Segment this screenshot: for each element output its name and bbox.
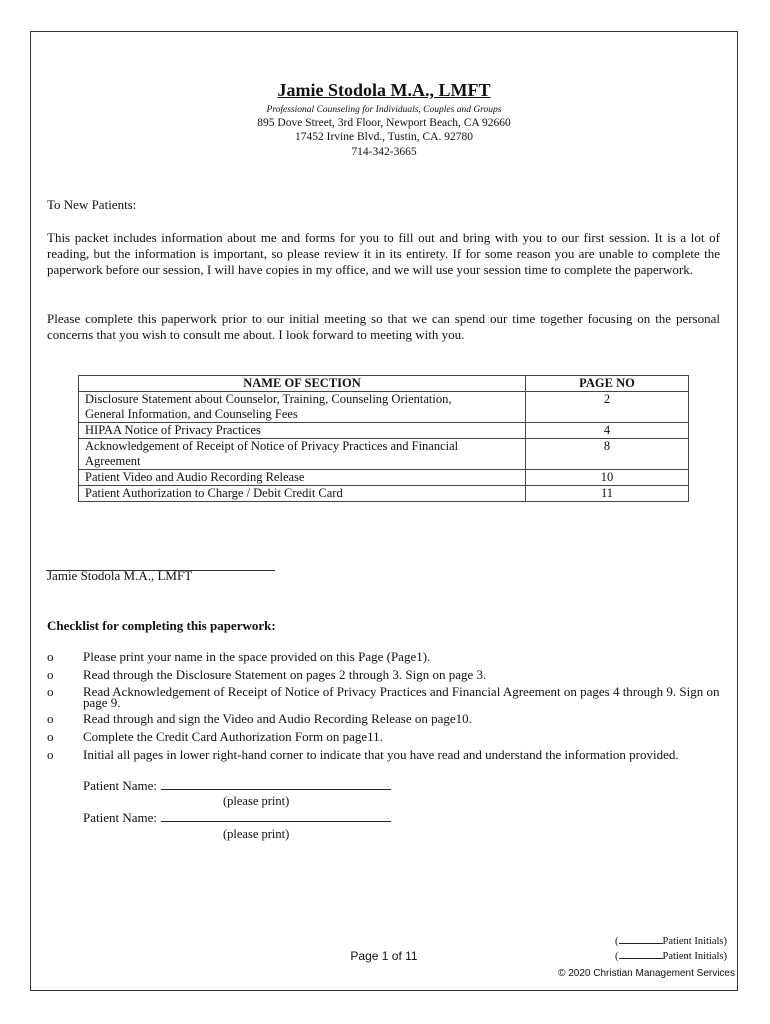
intro-paragraph-2: Please complete this paperwork prior to our initial meeting so that we can spend our time together focusing on the personal concerns that you wish to consult me about. I look forward to meeting with you. [47,311,720,342]
page-number: Page 1 of 11 [350,949,418,963]
list-item [47,650,737,664]
patient-name-label: Patient Name: [83,810,158,825]
table-header-row [79,376,689,392]
section-name: Acknowledgement of Receipt of Notice of Privacy Practices and Financial Agreement [79,439,526,470]
patient-name-input-line[interactable] [161,778,391,790]
initials-input-line[interactable] [619,934,663,944]
please-print-hint: (please print) [223,794,290,808]
section-page: 11 [526,486,689,502]
patient-name-label: Patient Name: [83,778,158,793]
column-header-section: NAME OF SECTION [79,376,526,392]
table-row [79,470,689,486]
bullet-icon: o [47,747,54,762]
list-item [47,668,737,682]
section-page: 8 [526,439,689,470]
practice-tagline: Professional Counseling for Individuals, Couples and Groups [266,105,502,115]
section-page: 4 [526,423,689,439]
checklist-item-text: Read Acknowledgement of Receipt of Notice of Privacy Practices and Financial Agreement on pages 4 through 9. Sign on page 9. [83,684,720,710]
bullet-icon: o [47,667,54,682]
patient-name-input-line[interactable] [161,810,391,822]
patient-initials-2[interactable]: ( Patient Initials) [615,951,727,962]
list-item [47,686,737,708]
patient-name-field-2[interactable] [83,809,391,827]
checklist-item-text: Complete the Credit Card Authorization Form on page11. [83,729,383,744]
bullet-icon: o [47,729,54,744]
address-newport: 895 Dove Street, 3rd Floor, Newport Beach, CA 92660 [257,117,511,129]
copyright: © 2020 Christian Management Services [558,968,735,979]
list-item [47,748,737,762]
checklist-title: Checklist for completing this paperwork: [47,618,276,633]
column-header-page: PAGE NO [526,376,689,392]
section-name: Disclosure Statement about Counselor, Training, Counseling Orientation, General Information, and Counseling Fees [79,392,526,423]
initials-label: Patient Initials) [662,951,727,962]
section-page: 10 [526,470,689,486]
signature-name: Jamie Stodola M.A., LMFT [47,568,193,583]
address-tustin: 17452 Irvine Blvd., Tustin, CA. 92780 [295,131,473,143]
list-item [47,730,737,744]
initials-label: Patient Initials) [662,936,727,947]
checklist-item-text: Read through the Disclosure Statement on pages 2 through 3. Sign on page 3. [83,667,487,682]
please-print-hint: (please print) [223,827,290,841]
patient-name-field-1[interactable] [83,777,391,795]
list-item [47,712,737,726]
checklist [47,650,737,766]
table-row [79,392,689,423]
section-name: Patient Video and Audio Recording Release [79,470,526,486]
section-page: 2 [526,392,689,423]
section-name: HIPAA Notice of Privacy Practices [79,423,526,439]
bullet-icon: o [47,711,54,726]
checklist-item-text: Initial all pages in lower right-hand corner to indicate that you have read and understand the information provided. [83,747,679,762]
patient-initials-1[interactable]: ( Patient Initials) [615,936,727,947]
table-row [79,423,689,439]
salutation: To New Patients: [47,197,137,212]
table-row [79,486,689,502]
table-row [79,439,689,470]
section-name: Patient Authorization to Charge / Debit Credit Card [79,486,526,502]
bullet-icon: o [47,649,54,664]
intro-paragraph-1: This packet includes information about me and forms for you to fill out and bring with you to our first session. It is a lot of reading, but the information is important, so please review it in its entirety. If for some reason you are unable to complete the paperwork before our session, I will have copies in my office, and we will use your session time to complete the paperwork. [47,230,720,277]
sections-table [78,375,689,502]
practitioner-name: Jamie Stodola M.A., LMFT [277,80,491,100]
bullet-icon: o [47,684,54,699]
checklist-item-text: Read through and sign the Video and Audio Recording Release on page10. [83,711,472,726]
phone-number: 714-342-3665 [351,146,417,158]
checklist-item-text: Please print your name in the space provided on this Page (Page1). [83,649,431,664]
document-page [30,31,738,991]
